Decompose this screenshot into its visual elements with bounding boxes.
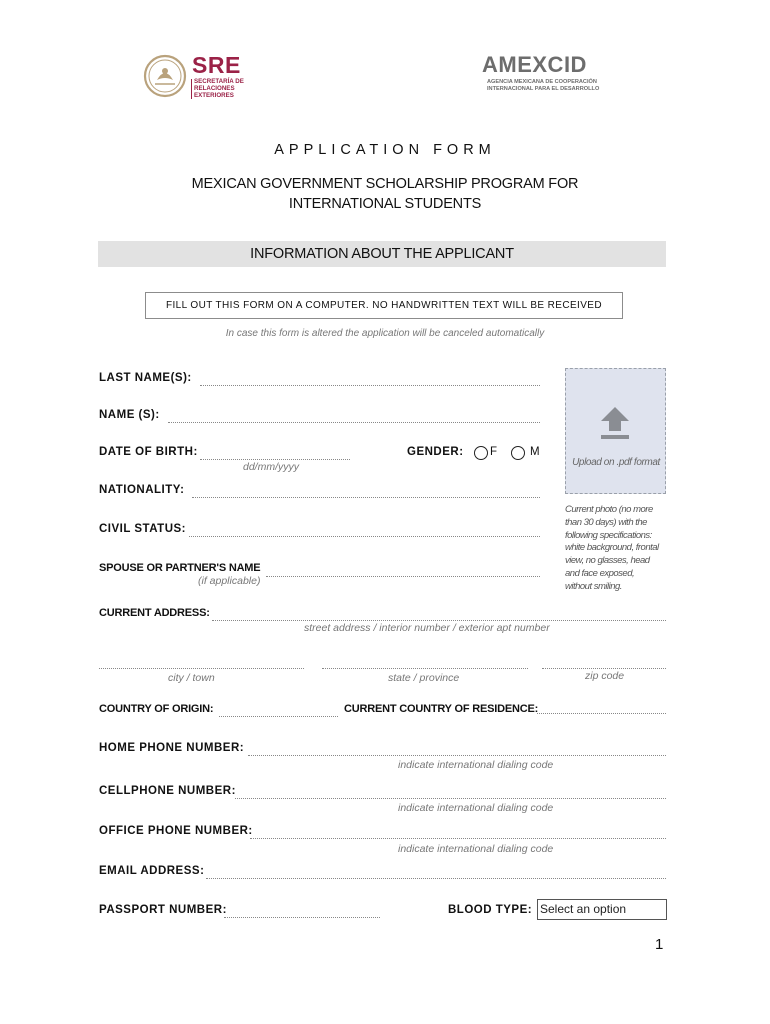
current-country-field[interactable] (537, 713, 666, 714)
photo-specs-line: than 30 days) with the (565, 516, 647, 528)
office-phone-label: OFFICE PHONE NUMBER: (99, 825, 253, 837)
date-of-birth-field[interactable] (200, 459, 350, 460)
gender-m-label: M (530, 446, 541, 458)
country-of-origin-field[interactable] (219, 716, 338, 717)
notice-box (145, 292, 623, 319)
form-title: APPLICATION FORM (274, 142, 496, 158)
amexcid-subtitle-line-2: INTERNACIONAL PARA EL DESARROLLO (487, 86, 600, 92)
upload-icon (599, 405, 631, 441)
country-of-origin-label: COUNTRY OF ORIGIN: (99, 703, 214, 715)
home-phone-hint: indicate international dialing code (398, 759, 554, 771)
address-hint: street address / interior number / exterior apt number (304, 622, 550, 634)
blood-type-select[interactable] (537, 899, 667, 920)
last-names-field[interactable] (200, 385, 540, 386)
spouse-field[interactable] (266, 576, 540, 577)
cellphone-hint: indicate international dialing code (398, 802, 554, 814)
blood-type-label: BLOOD TYPE: (448, 904, 533, 916)
date-hint: dd/mm/yyyy (243, 461, 300, 473)
upload-label: Upload on .pdf format (572, 457, 660, 468)
last-names-label: LAST NAME(S): (99, 372, 192, 384)
nationality-field[interactable] (192, 497, 540, 498)
section-heading-bar (98, 241, 666, 267)
blood-type-select-value: Select an option (540, 902, 627, 916)
photo-specs-line: view, no glasses, head (565, 555, 650, 567)
current-address-label: CURRENT ADDRESS: (99, 607, 210, 619)
photo-specs (565, 504, 659, 594)
cellphone-field[interactable] (235, 798, 666, 799)
home-phone-label: HOME PHONE NUMBER: (99, 742, 245, 754)
amexcid-logo-title: AMEXCID (482, 52, 587, 77)
passport-field[interactable] (224, 917, 380, 918)
nationality-label: NATIONALITY: (99, 484, 185, 496)
amexcid-logo (482, 52, 622, 97)
zip-field[interactable] (542, 668, 666, 669)
sre-subtitle-line-2: RELACIONES (194, 85, 235, 92)
photo-specs-line: without smiling. (565, 580, 622, 592)
photo-specs-line: and face exposed, (565, 567, 635, 579)
amexcid-subtitle-line-1: AGENCIA MEXICANA DE COOPERACIÓN (487, 79, 597, 85)
email-label: EMAIL ADDRESS: (99, 865, 205, 877)
photo-specs-line: Current photo (no more (565, 504, 653, 515)
photo-upload-area[interactable] (565, 368, 666, 494)
gender-m-radio[interactable] (511, 446, 525, 460)
civil-status-label: CIVIL STATUS: (99, 523, 186, 535)
sre-logo-title: SRE (192, 52, 241, 78)
office-phone-field[interactable] (250, 838, 666, 839)
zip-hint: zip code (585, 670, 625, 682)
passport-label: PASSPORT NUMBER: (99, 904, 227, 916)
email-field[interactable] (206, 878, 666, 879)
program-title-line-1: MEXICAN GOVERNMENT SCHOLARSHIP PROGRAM FOR (191, 176, 579, 192)
gender-f-radio[interactable] (474, 446, 488, 460)
names-label: NAME (S): (99, 409, 160, 421)
cellphone-label: CELLPHONE NUMBER: (99, 785, 236, 797)
city-hint: city / town (168, 672, 215, 684)
sre-divider (191, 79, 192, 99)
names-field[interactable] (168, 422, 540, 423)
sre-subtitle-line-3: EXTERIORES (194, 92, 234, 99)
home-phone-field[interactable] (248, 755, 666, 756)
date-of-birth-label: DATE OF BIRTH: (99, 446, 198, 458)
amexcid-logo-subtitle (487, 79, 599, 93)
current-country-label: CURRENT COUNTRY OF RESIDENCE: (344, 703, 539, 715)
office-phone-hint: indicate international dialing code (398, 843, 554, 855)
section-heading: INFORMATION ABOUT THE APPLICANT (250, 246, 514, 262)
state-hint: state / province (388, 672, 460, 684)
gender-label: GENDER: (407, 446, 464, 458)
current-address-field[interactable] (212, 620, 666, 621)
city-field[interactable] (99, 668, 304, 669)
civil-status-field[interactable] (189, 536, 540, 537)
state-field[interactable] (322, 668, 528, 669)
spouse-label: SPOUSE OR PARTNER'S NAME (99, 562, 261, 574)
gender-f-label: F (490, 446, 498, 458)
sre-logo (143, 52, 263, 102)
photo-specs-line: white background, frontal (565, 542, 659, 554)
page-number: 1 (655, 936, 664, 953)
warning-text: In case this form is altered the application will be canceled automatically (225, 328, 545, 339)
sre-subtitle-line-1: SECRETARÍA DE (194, 78, 244, 85)
program-title-line-2: INTERNATIONAL STUDENTS (288, 196, 482, 212)
sre-logo-subtitle (194, 78, 244, 99)
notice-text: FILL OUT THIS FORM ON A COMPUTER. NO HANDWRITTEN TEXT WILL BE RECEIVED (165, 300, 603, 311)
spouse-hint: (if applicable) (198, 575, 261, 587)
mexican-coat-of-arms-icon (143, 54, 187, 98)
photo-specs-line: following specifications: (565, 529, 652, 541)
